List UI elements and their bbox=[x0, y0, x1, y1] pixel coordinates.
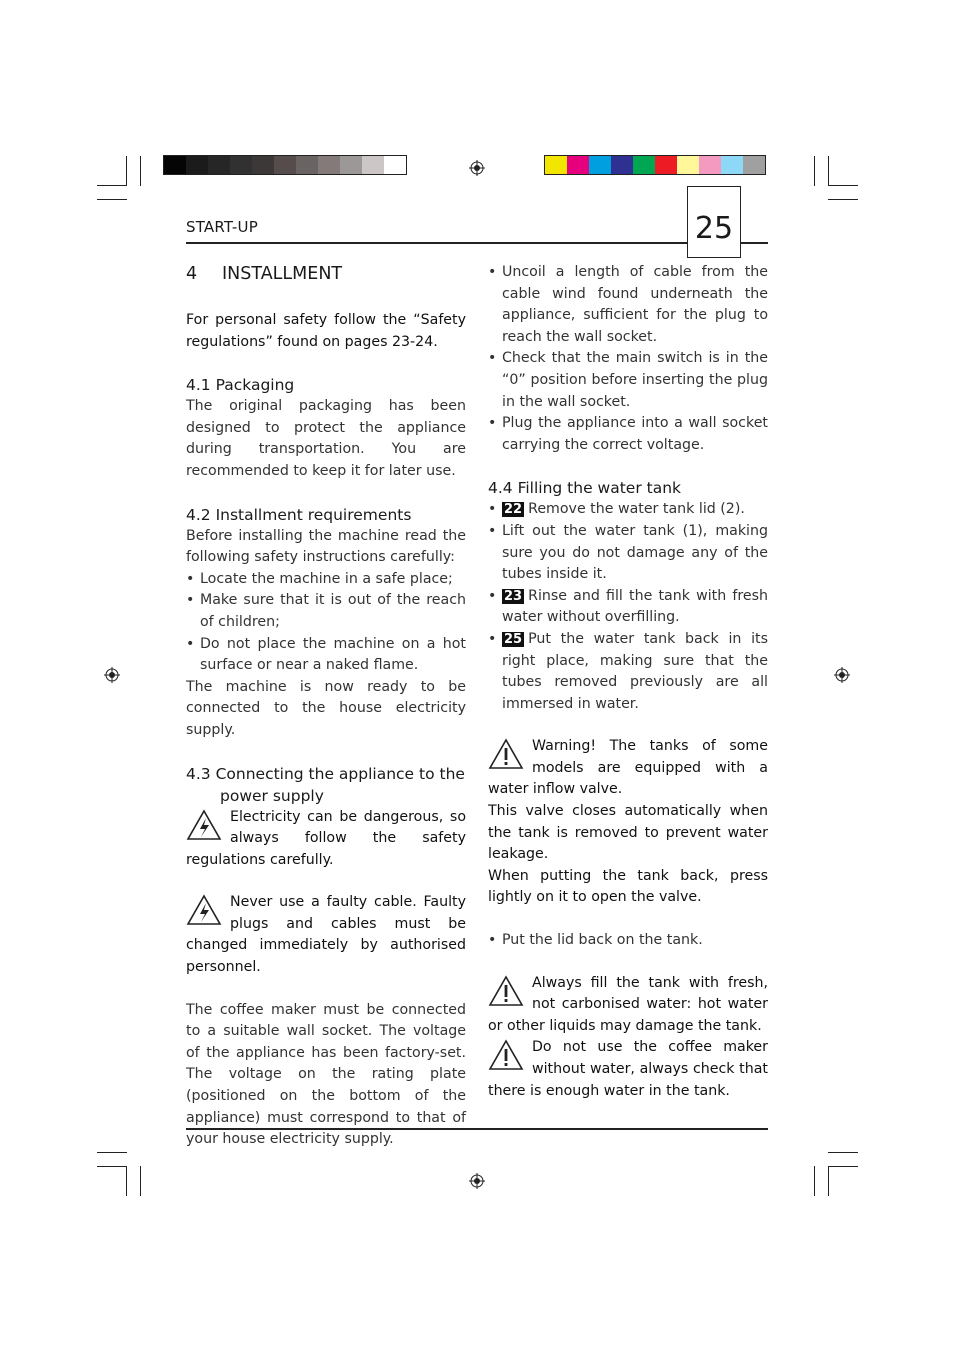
requirements-text: Before installing the machine read the following safety instructions carefully: bbox=[186, 527, 466, 566]
crop-mark bbox=[97, 199, 127, 200]
grayscale-swatch bbox=[252, 156, 274, 174]
list-item: • Plug the appliance into a wall socket carrying the correct voltage. bbox=[488, 415, 768, 453]
list-item: • 23 Rinse and fill the tank with fresh water without overfilling. bbox=[488, 587, 768, 626]
registration-mark-icon bbox=[469, 1173, 485, 1189]
connecting-heading: 4.3 Connecting the appliance to the bbox=[186, 764, 465, 783]
registration-mark-icon bbox=[104, 667, 120, 683]
crop-mark bbox=[97, 185, 127, 186]
crop-mark bbox=[828, 156, 829, 186]
process-swatch bbox=[743, 156, 765, 174]
crop-mark bbox=[814, 1166, 815, 1196]
connecting-heading-cont: power supply bbox=[220, 786, 324, 805]
crop-mark bbox=[97, 1152, 127, 1153]
footer-rule bbox=[186, 1128, 768, 1130]
electric-warning: Electricity can be dangerous, so always follow the safety regulations carefully. bbox=[186, 808, 466, 868]
valve-text-2: When putting the tank back, press lightly on it to open the valve. bbox=[488, 867, 768, 906]
grayscale-swatch bbox=[208, 156, 230, 174]
packaging-heading: 4.1 Packaging bbox=[186, 376, 295, 395]
warning-icon bbox=[488, 738, 524, 770]
list-item: • Make sure that it is out of the reach of children; bbox=[186, 592, 466, 630]
section-label: START-UP bbox=[186, 218, 258, 236]
grayscale-swatch bbox=[384, 156, 406, 174]
grayscale-swatch bbox=[296, 156, 318, 174]
packaging-text: The original packaging has been designed to protect the appliance during transportation. You are recommended to keep it for later use. bbox=[186, 398, 466, 479]
crop-mark bbox=[97, 1166, 127, 1167]
valve-warning: Warning! The tanks of some models are equipped with a water inflow valve. bbox=[488, 738, 768, 798]
valve-text: This valve closes automatically when the tank is removed to prevent water leakage. bbox=[488, 803, 768, 863]
list-item: • Lift out the water tank (1), making sure you do not damage any of the tubes inside it. bbox=[488, 522, 768, 583]
process-swatch bbox=[721, 156, 743, 174]
list-item: • Locate the machine in a safe place; bbox=[186, 570, 453, 587]
grayscale-swatch bbox=[230, 156, 252, 174]
cable-warning: Never use a faulty cable. Faulty plugs and cables must be changed immediately by authorised personnel. bbox=[186, 894, 466, 976]
crop-mark bbox=[126, 156, 127, 186]
list-item: • 25 Put the water tank back in its right place, making sure that the tubes removed previously are all immersed in water. bbox=[488, 630, 768, 712]
electric-hazard-icon bbox=[186, 894, 222, 926]
process-color-bar bbox=[544, 155, 766, 175]
process-swatch bbox=[589, 156, 611, 174]
list-item: • Put the lid back on the tank. bbox=[488, 932, 703, 949]
process-swatch bbox=[633, 156, 655, 174]
requirements-heading: 4.2 Installment requirements bbox=[186, 505, 412, 524]
fresh-water-warning: Always fill the tank with fresh, not carbonised water: hot water or other liquids may damage the tank. bbox=[488, 974, 768, 1034]
list-item: • Check that the main switch is in the “0” position before inserting the plug in the wall socket. bbox=[488, 350, 768, 410]
list-item: • Do not place the machine on a hot surface or near a naked flame. bbox=[186, 635, 466, 674]
process-swatch bbox=[611, 156, 633, 174]
warning-icon bbox=[488, 975, 524, 1007]
process-swatch bbox=[699, 156, 721, 174]
page-number: 25 bbox=[694, 211, 734, 246]
no-water-warning: Do not use the coffee maker without water, always check that there is enough water in the tank. bbox=[488, 1039, 768, 1099]
grayscale-swatch bbox=[164, 156, 186, 174]
safety-intro: For personal safety follow the “Safety regulations” found on pages 23-24. bbox=[186, 312, 466, 350]
registration-mark-icon bbox=[469, 160, 485, 176]
section-heading: 4 INSTALLMENT bbox=[186, 264, 343, 284]
right-column bbox=[488, 262, 768, 1102]
crop-mark bbox=[828, 1166, 829, 1196]
header-rule bbox=[186, 242, 768, 244]
figure-ref: 23 bbox=[504, 588, 523, 604]
crop-mark bbox=[828, 199, 858, 200]
process-swatch bbox=[567, 156, 589, 174]
connecting-text: The coffee maker must be connected to a suitable wall socket. The voltage of the appliance has been factory-set. The voltage on the rating plate (positioned on the bottom of the appliance) must correspond to that of your house electricity supply. bbox=[186, 1001, 466, 1148]
process-swatch bbox=[545, 156, 567, 174]
crop-mark bbox=[814, 156, 815, 186]
left-column bbox=[186, 262, 466, 1151]
grayscale-swatch bbox=[362, 156, 384, 174]
crop-mark bbox=[140, 156, 141, 186]
list-item: • Uncoil a length of cable from the cable wind found underneath the appliance, sufficient for the plug to reach the wall socket. bbox=[488, 264, 768, 345]
grayscale-swatch bbox=[318, 156, 340, 174]
crop-mark bbox=[828, 185, 858, 186]
figure-ref: 25 bbox=[504, 631, 523, 647]
grayscale-swatch bbox=[340, 156, 362, 174]
crop-mark bbox=[828, 1152, 858, 1153]
figure-ref: 22 bbox=[504, 502, 523, 518]
process-swatch bbox=[655, 156, 677, 174]
page-number-box bbox=[687, 186, 741, 258]
crop-mark bbox=[828, 1166, 858, 1167]
warning-icon bbox=[488, 1039, 524, 1071]
list-item: • 22 Remove the water tank lid (2). bbox=[488, 501, 745, 518]
crop-mark bbox=[126, 1166, 127, 1196]
grayscale-swatch bbox=[274, 156, 296, 174]
filling-heading: 4.4 Filling the water tank bbox=[488, 479, 682, 498]
process-swatch bbox=[677, 156, 699, 174]
registration-mark-icon bbox=[834, 667, 850, 683]
requirements-after: The machine is now ready to be connected to the house electricity supply. bbox=[186, 678, 466, 738]
grayscale-color-bar bbox=[163, 155, 407, 175]
electric-hazard-icon bbox=[186, 809, 222, 841]
grayscale-swatch bbox=[186, 156, 208, 174]
crop-mark bbox=[140, 1166, 141, 1196]
